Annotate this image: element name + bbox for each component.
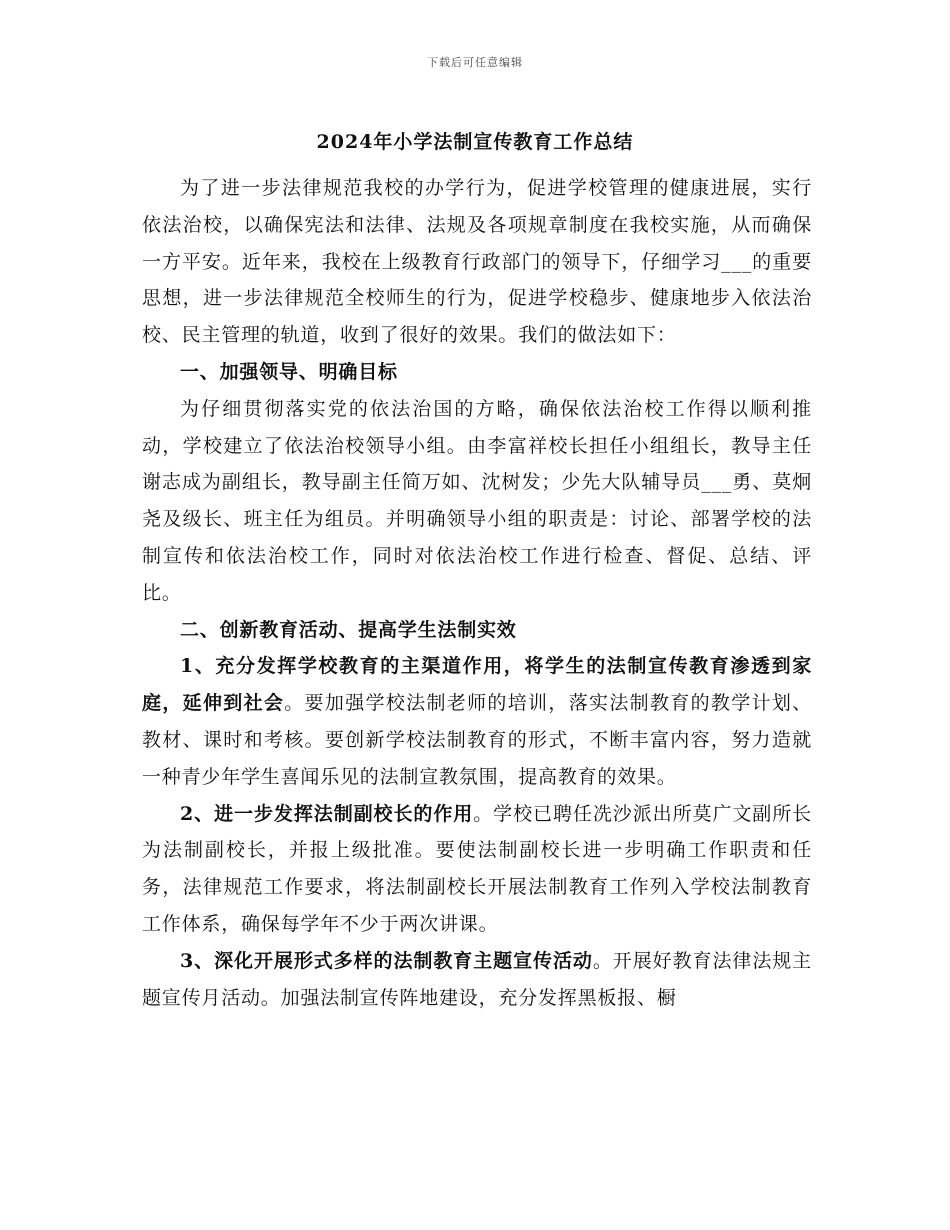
- item-3-text: 。开展好教育法律法规主题宣传月活动。加强法制宣传阵地建设，充分发挥黑板报、橱: [142, 949, 812, 1009]
- section1-paragraph: 为仔细贯彻落实党的依法治国的方略，确保依法治校工作得以顺利推动，学校建立了依法治校领导小组。由李富祥校长担任小组组长，教导主任谢志成为副组长，教导副主任简万如、沈树发；少先大队辅导员___勇、莫炯尧及级长、班主任为组员。并明确领导小组的职责是：讨论、部署学校的法制宣传和依法治校工作，同时对依法治校工作进行检查、督促、总结、评比。: [142, 397, 812, 604]
- item-1-text: 。要加强学校法制老师的培训，落实法制教育的教学计划、教材、课时和考核。要创新学校法制教育的形式，不断丰富内容，努力造就一种青少年学生喜闻乐见的法制宣教氛围，提高教育的效果。: [142, 692, 812, 788]
- document-body: [142, 170, 812, 1016]
- document-title: 2024年小学法制宣传教育工作总结: [316, 131, 634, 153]
- section1-heading: 一、加强领导、明确目标: [180, 360, 398, 383]
- item-2-text: 。学校已聘任冼沙派出所莫广文副所长为法制副校长，并报上级批准。要使法制副校长进一步明确工作职责和任务，法律规范工作要求，将法制副校长开展法制教育工作列入学校法制教育工作体系，确保每学年不少于两次讲课。: [142, 802, 812, 935]
- section2-item-1: [142, 648, 812, 795]
- item-2-lead: 2、进一步发挥法制副校长的作用: [180, 802, 474, 825]
- intro-paragraph: 为了进一步法律规范我校的办学行为，促进学校管理的健康进展，实行依法治校，以确保宪法和法律、法规及各项规章制度在我校实施，从而确保一方平安。近年来，我校在上级教育行政部门的领导下，仔细学习___的重要思想，进一步法律规范全校师生的行为，促进学校稳步、健康地步入依法治校、民主管理的轨道，收到了很好的效果。我们的做法如下：: [142, 177, 812, 347]
- page-header-note: 下载后可任意编辑: [427, 56, 523, 69]
- item-3-lead: 3、深化开展形式多样的法制教育主题宣传活动: [180, 949, 593, 972]
- section2-heading: 二、创新教育活动、提高学生法制实效: [180, 618, 517, 641]
- section2-item-3: [142, 943, 812, 1017]
- section2-item-2: [142, 796, 812, 943]
- item-1-lead: 1、充分发挥学校教育的主渠道作用，将学生的法制宣传教育渗透到家庭，延伸到社会: [142, 655, 812, 715]
